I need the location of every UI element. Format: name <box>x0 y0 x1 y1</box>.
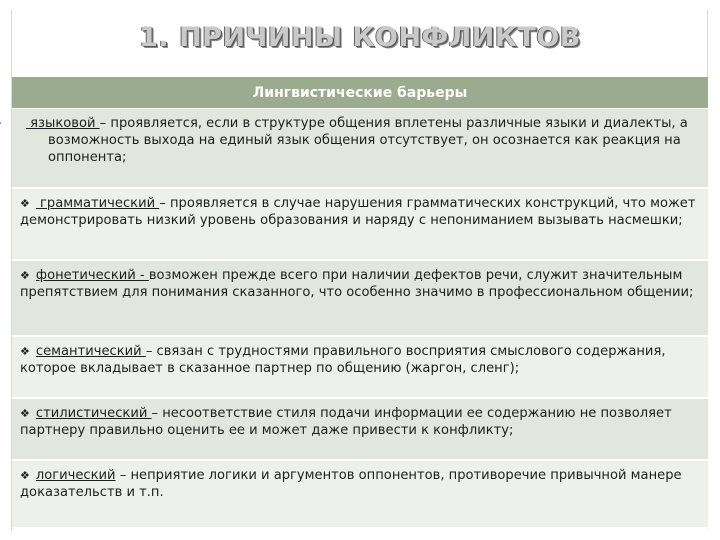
barriers-table <box>12 77 708 529</box>
table-row-phonetic <box>12 261 708 337</box>
table-header <box>12 77 708 109</box>
row-text: – несоответствие стиля подачи информации ее содержанию не позволяет партнеру правильно оценить ее и может даже привести к конфликту; <box>20 406 672 438</box>
table-row-logical <box>12 461 708 529</box>
table-row-grammar <box>12 189 708 261</box>
row-term: логический <box>35 468 116 483</box>
row-term: грамматический <box>35 196 160 211</box>
row-text: – проявляется, если в структуре общения вплетены различные языки и диалекты, а возможность выхода на единый язык общения отсутствует, он осознается как реакция на оппонента; <box>48 116 688 165</box>
diamond-bullet-icon: ❖ <box>20 197 30 210</box>
row-text: – неприятие логики и аргументов оппонентов, противоречие привычной манере доказательств и т.п. <box>20 468 682 500</box>
row-term: семантический <box>35 344 146 359</box>
row-term: языковой <box>26 116 100 131</box>
row-text: возможен прежде всего при наличии дефектов речи, служит значительным препятствием для понимания сказанного, что особенно значимо в профессиональном общении; <box>20 268 694 300</box>
table-row-language <box>12 109 708 189</box>
row-term: фонетический - <box>35 268 149 283</box>
table-row-stylistic <box>12 399 708 461</box>
table-row-semantic <box>12 337 708 399</box>
diamond-bullet-icon: ❖ <box>20 269 30 282</box>
diamond-bullet-icon: ❖ <box>20 469 30 482</box>
table-header-label: Лингвистические барьеры <box>252 84 468 101</box>
row-text: – проявляется в случае нарушения грамматических конструкций, что может демонстрировать низкий уровень образования и наряду с непониманием вызывать насмешки; <box>20 196 696 228</box>
row-term: стилистический <box>35 406 152 421</box>
slide-title: 1. ПРИЧИНЫ КОНФЛИКТОВ <box>139 22 581 53</box>
diamond-bullet-icon: ❖ <box>20 345 30 358</box>
diamond-bullet-icon: ❖ <box>20 407 30 420</box>
row-text: – связан с трудностями правильного восприятия смыслового содержания, которое вкладывает в сказанное партнер по общению (жаргон, сленг); <box>20 344 666 376</box>
